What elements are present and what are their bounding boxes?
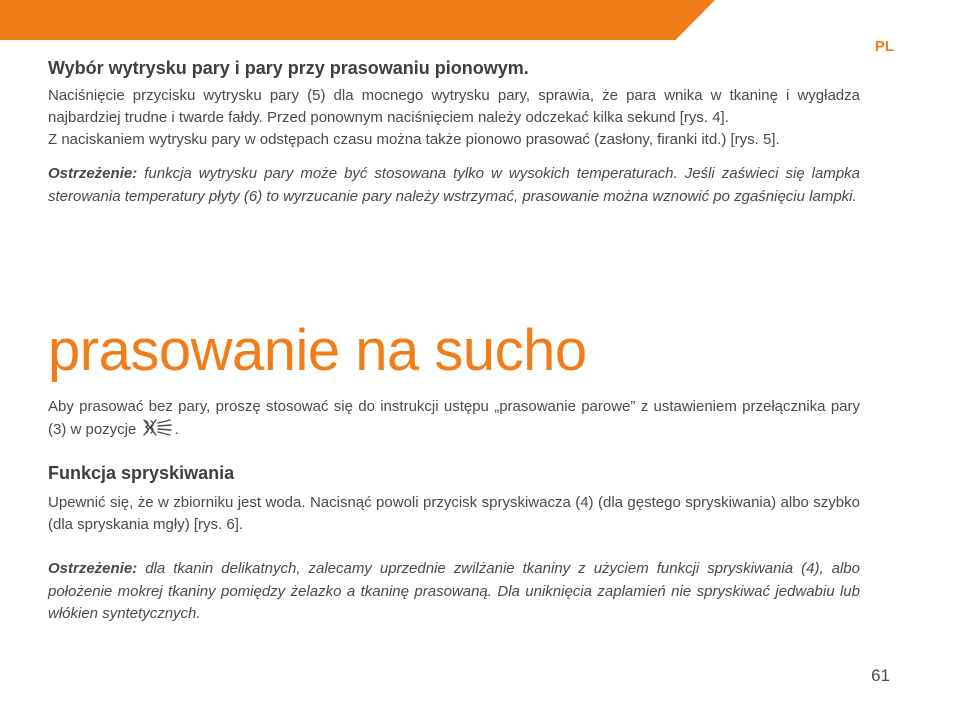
warning-text: funkcja wytrysku pary może być stosowana tylko w wysokich temperaturach. Jeśli zaświeci się lampka sterowania temperatury płyty (6) to wyrzucanie pary należy wstrzymać, prasowanie można wznowić po zgaśnięciu lampki. (48, 165, 860, 205)
paragraph-text: . (174, 421, 179, 438)
paragraph: Z naciskaniem wytrysku pary w odstępach czasu można także pionowo prasować (zasłony, firanki itd.) [rys. 5]. (48, 131, 780, 148)
paragraph: Upewnić się, że w zbiorniku jest woda. Nacisnąć powoli przycisk spryskiwacza (4) (dla gęstego spryskiwania) albo szybko (dla spryskania mgły) [rys. 6]. (48, 494, 860, 533)
warning-label: Ostrzeżenie: (48, 165, 138, 182)
language-tag: PL (874, 38, 894, 55)
header-accent-bar (0, 0, 715, 40)
paragraph (48, 396, 860, 445)
warning-label: Ostrzeżenie: (48, 560, 138, 577)
section-spray (48, 463, 860, 626)
warning-text: dla tkanin delikatnych, zalecamy uprzednie zwilżanie tkaniny z użyciem funkcji spryskiwania (4), albo położenie mokrej tkaniny pomiędzy żelazko a tkaninę prasowaną. Dla uniknięcia zaplamień nie spryskiwać jedwabiu lub włókien syntetycznych. (48, 560, 860, 622)
page-number: 61 (871, 666, 890, 685)
page-title: prasowanie na sucho (48, 318, 587, 383)
warning-note (48, 558, 860, 626)
warning-note (48, 163, 860, 208)
section-heading: Funkcja spryskiwania (48, 463, 235, 483)
section-steam-burst (48, 58, 860, 208)
steam-off-icon (143, 418, 173, 445)
section-dry-ironing (48, 318, 860, 445)
section-heading: Wybór wytrysku pary i pary przy prasowaniu pionowym. (48, 58, 529, 78)
paragraph-text: Aby prasować bez pary, proszę stosować się do instrukcji ustępu „prasowanie parowe” z ustawieniem przełącznika pary (3) w pozycje (48, 398, 860, 438)
paragraph: Naciśnięcie przycisku wytrysku pary (5) dla mocnego wytrysku pary, sprawia, że para wnika w tkaninę i wygładza najbardziej trudne i twarde fałdy. Przed ponownym naciśnięciem należy odczekać kilka sekund [rys. 4]. (48, 87, 860, 126)
